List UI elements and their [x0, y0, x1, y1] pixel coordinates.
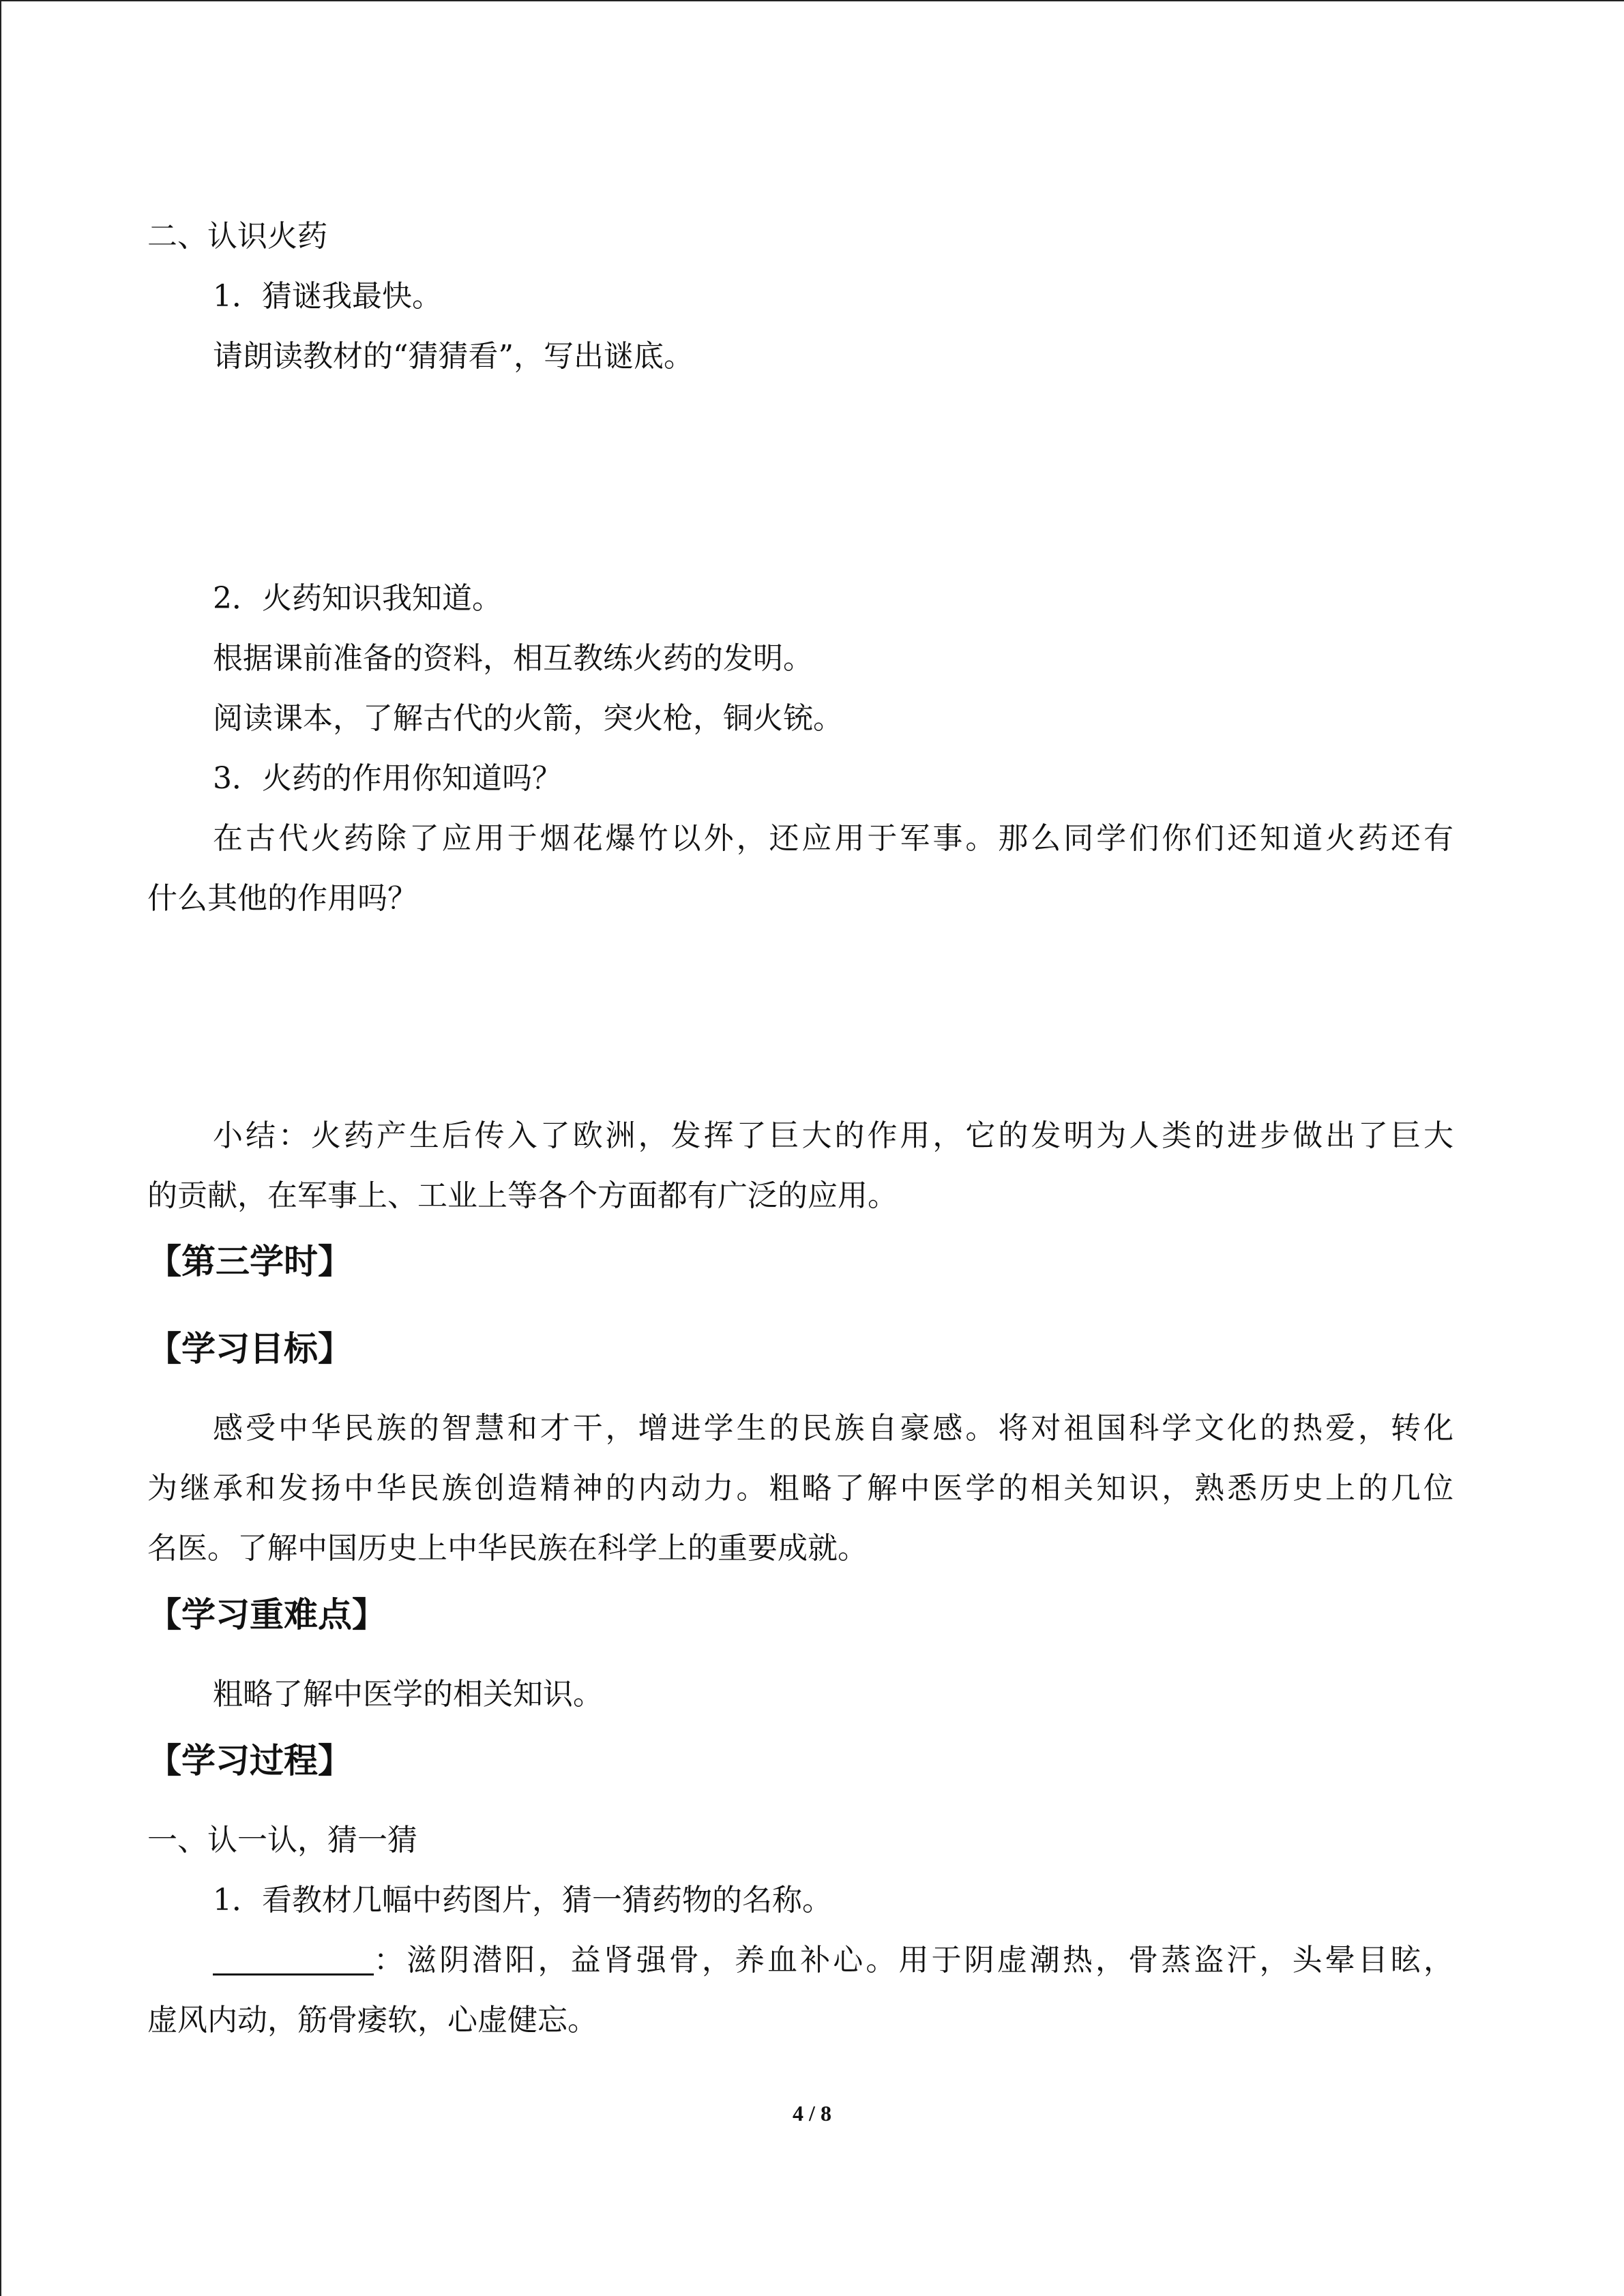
goals-line: 为继承和发扬中华民族创造精神的内动力。粗略了解中医学的相关知识，熟悉历史上的几位: [147, 1471, 1453, 1506]
goals-heading: 【学习目标】: [147, 1329, 352, 1369]
paragraph-line: 什么其他的作用吗？: [147, 881, 417, 916]
item-text: 阅读课本，了解古代的火箭，突火枪，铜火铳。: [213, 701, 843, 736]
item-text: 根据课前准备的资料，相互教练火药的发明。: [213, 641, 813, 676]
item-title: 2．火药知识我知道。: [213, 581, 502, 616]
page-number: 4 / 8: [793, 2101, 831, 2126]
fill-in-description: ：滋阴潜阳，益肾强骨，养血补心。用于阴虚潮热，骨蒸盗汗，头晕目眩，: [374, 1943, 1453, 1978]
fill-in-line: [213, 1945, 1453, 1976]
lesson-heading: 【第三学时】: [147, 1242, 352, 1281]
paragraph-line: 在古代火药除了应用于烟花爆竹以外，还应用于军事。那么同学们你们还知道火药还有: [213, 821, 1453, 856]
fill-in-description-line: 虚风内动，筋骨痿软，心虚健忘。: [147, 2003, 597, 2038]
key-points-text: 粗略了解中医学的相关知识。: [213, 1677, 603, 1712]
answer-blank[interactable]: [213, 1946, 374, 1976]
summary-line: 小结：火药产生后传入了欧洲，发挥了巨大的作用，它的发明为人类的进步做出了巨大: [213, 1118, 1453, 1153]
summary-line: 的贡献，在军事上、工业上等各个方面都有广泛的应用。: [147, 1178, 898, 1213]
item-title: 3．火药的作用你知道吗？: [213, 761, 562, 796]
process-heading: 【学习过程】: [147, 1741, 352, 1780]
goals-line: 名医。了解中国历史上中华民族在科学上的重要成就。: [147, 1531, 868, 1566]
part-item: 1．看教材几幅中药图片，猜一猜药物的名称。: [213, 1883, 832, 1918]
section-title: 二、认识火药: [147, 219, 327, 254]
item-text: 请朗读教材的“猜猜看”，写出谜底。: [213, 339, 694, 374]
goals-line: 感受中华民族的智慧和才干，增进学生的民族自豪感。将对祖国科学文化的热爱，转化: [213, 1411, 1453, 1446]
part-title: 一、认一认，猜一猜: [147, 1823, 417, 1858]
key-points-heading: 【学习重难点】: [147, 1595, 386, 1635]
item-title: 1．猜谜我最快。: [213, 279, 442, 314]
